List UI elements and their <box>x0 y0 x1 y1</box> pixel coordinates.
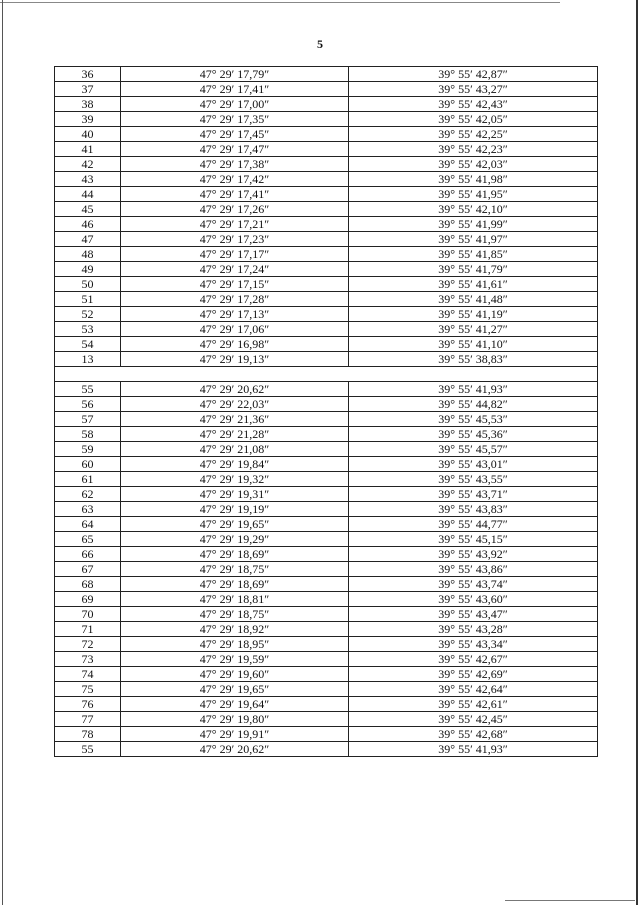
table-row <box>55 112 598 127</box>
latitude-cell: 47° 29′ 17,24″ <box>121 262 349 277</box>
longitude-cell: 39° 55′ 43,86″ <box>349 562 598 577</box>
point-number-cell: 52 <box>55 307 121 322</box>
point-number-cell: 41 <box>55 142 121 157</box>
longitude-cell: 39° 55′ 42,69″ <box>349 667 598 682</box>
longitude-cell: 39° 55′ 43,28″ <box>349 622 598 637</box>
latitude-cell: 47° 29′ 21,28″ <box>121 427 349 442</box>
table-row <box>55 427 598 442</box>
table-row <box>55 382 598 397</box>
latitude-cell: 47° 29′ 17,42″ <box>121 172 349 187</box>
longitude-cell: 39° 55′ 41,27″ <box>349 322 598 337</box>
latitude-cell: 47° 29′ 17,28″ <box>121 292 349 307</box>
longitude-cell: 39° 55′ 41,98″ <box>349 172 598 187</box>
latitude-cell: 47° 29′ 19,19″ <box>121 502 349 517</box>
table-row <box>55 532 598 547</box>
point-number-cell: 53 <box>55 322 121 337</box>
latitude-cell: 47° 29′ 19,60″ <box>121 667 349 682</box>
point-number-cell: 37 <box>55 82 121 97</box>
table-row <box>55 697 598 712</box>
table-row <box>55 232 598 247</box>
table-row <box>55 442 598 457</box>
longitude-cell: 39° 55′ 42,03″ <box>349 157 598 172</box>
point-number-cell: 60 <box>55 457 121 472</box>
table-row <box>55 742 598 757</box>
point-number-cell: 63 <box>55 502 121 517</box>
latitude-cell: 47° 29′ 19,80″ <box>121 712 349 727</box>
point-number-cell: 75 <box>55 682 121 697</box>
table-row <box>55 622 598 637</box>
point-number-cell: 40 <box>55 127 121 142</box>
latitude-cell: 47° 29′ 17,17″ <box>121 247 349 262</box>
point-number-cell: 42 <box>55 157 121 172</box>
latitude-cell: 47° 29′ 16,98″ <box>121 337 349 352</box>
latitude-cell: 47° 29′ 20,62″ <box>121 742 349 757</box>
coordinates-table-body <box>55 67 598 757</box>
table-row <box>55 97 598 112</box>
point-number-cell: 47 <box>55 232 121 247</box>
table-row <box>55 142 598 157</box>
point-number-cell: 73 <box>55 652 121 667</box>
point-number-cell: 39 <box>55 112 121 127</box>
longitude-cell: 39° 55′ 41,93″ <box>349 382 598 397</box>
table-row <box>55 127 598 142</box>
point-number-cell: 77 <box>55 712 121 727</box>
longitude-cell: 39° 55′ 41,19″ <box>349 307 598 322</box>
table-row <box>55 577 598 592</box>
point-number-cell: 64 <box>55 517 121 532</box>
longitude-cell: 39° 55′ 43,71″ <box>349 487 598 502</box>
latitude-cell: 47° 29′ 17,41″ <box>121 187 349 202</box>
latitude-cell: 47° 29′ 21,08″ <box>121 442 349 457</box>
latitude-cell: 47° 29′ 17,38″ <box>121 157 349 172</box>
point-number-cell: 38 <box>55 97 121 112</box>
latitude-cell: 47° 29′ 17,79″ <box>121 67 349 82</box>
point-number-cell: 74 <box>55 667 121 682</box>
latitude-cell: 47° 29′ 17,06″ <box>121 322 349 337</box>
point-number-cell: 13 <box>55 352 121 367</box>
table-row <box>55 502 598 517</box>
longitude-cell: 39° 55′ 43,60″ <box>349 592 598 607</box>
longitude-cell: 39° 55′ 41,95″ <box>349 187 598 202</box>
latitude-cell: 47° 29′ 19,65″ <box>121 682 349 697</box>
longitude-cell: 39° 55′ 41,61″ <box>349 277 598 292</box>
point-number-cell: 70 <box>55 607 121 622</box>
latitude-cell: 47° 29′ 19,59″ <box>121 652 349 667</box>
longitude-cell: 39° 55′ 43,55″ <box>349 472 598 487</box>
table-row <box>55 247 598 262</box>
point-number-cell: 44 <box>55 187 121 202</box>
point-number-cell: 61 <box>55 472 121 487</box>
table-row <box>55 262 598 277</box>
point-number-cell: 68 <box>55 577 121 592</box>
table-row <box>55 637 598 652</box>
longitude-cell: 39° 55′ 42,64″ <box>349 682 598 697</box>
table-row <box>55 592 598 607</box>
table-row <box>55 397 598 412</box>
table-row <box>55 517 598 532</box>
table-row <box>55 607 598 622</box>
longitude-cell: 39° 55′ 42,23″ <box>349 142 598 157</box>
scan-edge-left <box>2 0 3 905</box>
point-number-cell: 67 <box>55 562 121 577</box>
point-number-cell: 57 <box>55 412 121 427</box>
latitude-cell: 47° 29′ 17,15″ <box>121 277 349 292</box>
longitude-cell: 39° 55′ 42,87″ <box>349 67 598 82</box>
table-row <box>55 472 598 487</box>
longitude-cell: 39° 55′ 41,10″ <box>349 337 598 352</box>
table-row <box>55 172 598 187</box>
point-number-cell: 65 <box>55 532 121 547</box>
longitude-cell: 39° 55′ 43,47″ <box>349 607 598 622</box>
table-row <box>55 187 598 202</box>
table-row <box>55 67 598 82</box>
table-row <box>55 217 598 232</box>
table-row <box>55 157 598 172</box>
longitude-cell: 39° 55′ 41,99″ <box>349 217 598 232</box>
point-number-cell: 56 <box>55 397 121 412</box>
table-row <box>55 412 598 427</box>
latitude-cell: 47° 29′ 21,36″ <box>121 412 349 427</box>
longitude-cell: 39° 55′ 43,92″ <box>349 547 598 562</box>
table-row <box>55 712 598 727</box>
latitude-cell: 47° 29′ 19,91″ <box>121 727 349 742</box>
table-row <box>55 337 598 352</box>
coordinates-table <box>54 66 598 757</box>
latitude-cell: 47° 29′ 19,65″ <box>121 517 349 532</box>
latitude-cell: 47° 29′ 19,31″ <box>121 487 349 502</box>
longitude-cell: 39° 55′ 45,53″ <box>349 412 598 427</box>
point-number-cell: 66 <box>55 547 121 562</box>
table-row <box>55 667 598 682</box>
latitude-cell: 47° 29′ 17,21″ <box>121 217 349 232</box>
latitude-cell: 47° 29′ 19,64″ <box>121 697 349 712</box>
longitude-cell: 39° 55′ 45,15″ <box>349 532 598 547</box>
latitude-cell: 47° 29′ 22,03″ <box>121 397 349 412</box>
latitude-cell: 47° 29′ 17,45″ <box>121 127 349 142</box>
point-number-cell: 48 <box>55 247 121 262</box>
latitude-cell: 47° 29′ 17,26″ <box>121 202 349 217</box>
scan-edge-top <box>0 2 560 3</box>
longitude-cell: 39° 55′ 38,83″ <box>349 352 598 367</box>
latitude-cell: 47° 29′ 19,13″ <box>121 352 349 367</box>
point-number-cell: 36 <box>55 67 121 82</box>
point-number-cell: 71 <box>55 622 121 637</box>
longitude-cell: 39° 55′ 45,36″ <box>349 427 598 442</box>
point-number-cell: 45 <box>55 202 121 217</box>
latitude-cell: 47° 29′ 17,47″ <box>121 142 349 157</box>
longitude-cell: 39° 55′ 42,25″ <box>349 127 598 142</box>
latitude-cell: 47° 29′ 18,81″ <box>121 592 349 607</box>
latitude-cell: 47° 29′ 18,75″ <box>121 607 349 622</box>
point-number-cell: 50 <box>55 277 121 292</box>
scan-edge-bottom <box>505 900 635 901</box>
latitude-cell: 47° 29′ 18,69″ <box>121 577 349 592</box>
latitude-cell: 47° 29′ 17,00″ <box>121 97 349 112</box>
longitude-cell: 39° 55′ 41,97″ <box>349 232 598 247</box>
separator-cell <box>55 367 598 382</box>
point-number-cell: 62 <box>55 487 121 502</box>
table-row <box>55 562 598 577</box>
latitude-cell: 47° 29′ 18,69″ <box>121 547 349 562</box>
scan-edge-right <box>636 0 638 905</box>
point-number-cell: 58 <box>55 427 121 442</box>
table-row <box>55 352 598 367</box>
longitude-cell: 39° 55′ 41,85″ <box>349 247 598 262</box>
page-number: 5 <box>317 37 323 51</box>
longitude-cell: 39° 55′ 43,01″ <box>349 457 598 472</box>
latitude-cell: 47° 29′ 20,62″ <box>121 382 349 397</box>
latitude-cell: 47° 29′ 19,29″ <box>121 532 349 547</box>
latitude-cell: 47° 29′ 17,41″ <box>121 82 349 97</box>
latitude-cell: 47° 29′ 18,95″ <box>121 637 349 652</box>
longitude-cell: 39° 55′ 45,57″ <box>349 442 598 457</box>
longitude-cell: 39° 55′ 42,45″ <box>349 712 598 727</box>
point-number-cell: 59 <box>55 442 121 457</box>
point-number-cell: 51 <box>55 292 121 307</box>
table-row <box>55 307 598 322</box>
point-number-cell: 55 <box>55 382 121 397</box>
longitude-cell: 39° 55′ 42,10″ <box>349 202 598 217</box>
table-row <box>55 487 598 502</box>
table-row <box>55 547 598 562</box>
table-row <box>55 292 598 307</box>
latitude-cell: 47° 29′ 18,75″ <box>121 562 349 577</box>
latitude-cell: 47° 29′ 17,35″ <box>121 112 349 127</box>
point-number-cell: 69 <box>55 592 121 607</box>
point-number-cell: 76 <box>55 697 121 712</box>
longitude-cell: 39° 55′ 43,83″ <box>349 502 598 517</box>
table-row <box>55 727 598 742</box>
table-row <box>55 277 598 292</box>
longitude-cell: 39° 55′ 43,34″ <box>349 637 598 652</box>
point-number-cell: 49 <box>55 262 121 277</box>
latitude-cell: 47° 29′ 17,13″ <box>121 307 349 322</box>
longitude-cell: 39° 55′ 43,27″ <box>349 82 598 97</box>
table-row <box>55 82 598 97</box>
table-row <box>55 652 598 667</box>
point-number-cell: 55 <box>55 742 121 757</box>
latitude-cell: 47° 29′ 19,32″ <box>121 472 349 487</box>
longitude-cell: 39° 55′ 42,67″ <box>349 652 598 667</box>
longitude-cell: 39° 55′ 42,43″ <box>349 97 598 112</box>
point-number-cell: 54 <box>55 337 121 352</box>
point-number-cell: 78 <box>55 727 121 742</box>
longitude-cell: 39° 55′ 41,93″ <box>349 742 598 757</box>
point-number-cell: 43 <box>55 172 121 187</box>
latitude-cell: 47° 29′ 18,92″ <box>121 622 349 637</box>
latitude-cell: 47° 29′ 19,84″ <box>121 457 349 472</box>
longitude-cell: 39° 55′ 41,79″ <box>349 262 598 277</box>
point-number-cell: 46 <box>55 217 121 232</box>
longitude-cell: 39° 55′ 42,68″ <box>349 727 598 742</box>
table-row <box>55 682 598 697</box>
longitude-cell: 39° 55′ 42,61″ <box>349 697 598 712</box>
table-section-separator <box>55 367 598 382</box>
longitude-cell: 39° 55′ 41,48″ <box>349 292 598 307</box>
latitude-cell: 47° 29′ 17,23″ <box>121 232 349 247</box>
longitude-cell: 39° 55′ 42,05″ <box>349 112 598 127</box>
longitude-cell: 39° 55′ 43,74″ <box>349 577 598 592</box>
table-row <box>55 457 598 472</box>
table-row <box>55 322 598 337</box>
table-row <box>55 202 598 217</box>
longitude-cell: 39° 55′ 44,77″ <box>349 517 598 532</box>
point-number-cell: 72 <box>55 637 121 652</box>
longitude-cell: 39° 55′ 44,82″ <box>349 397 598 412</box>
